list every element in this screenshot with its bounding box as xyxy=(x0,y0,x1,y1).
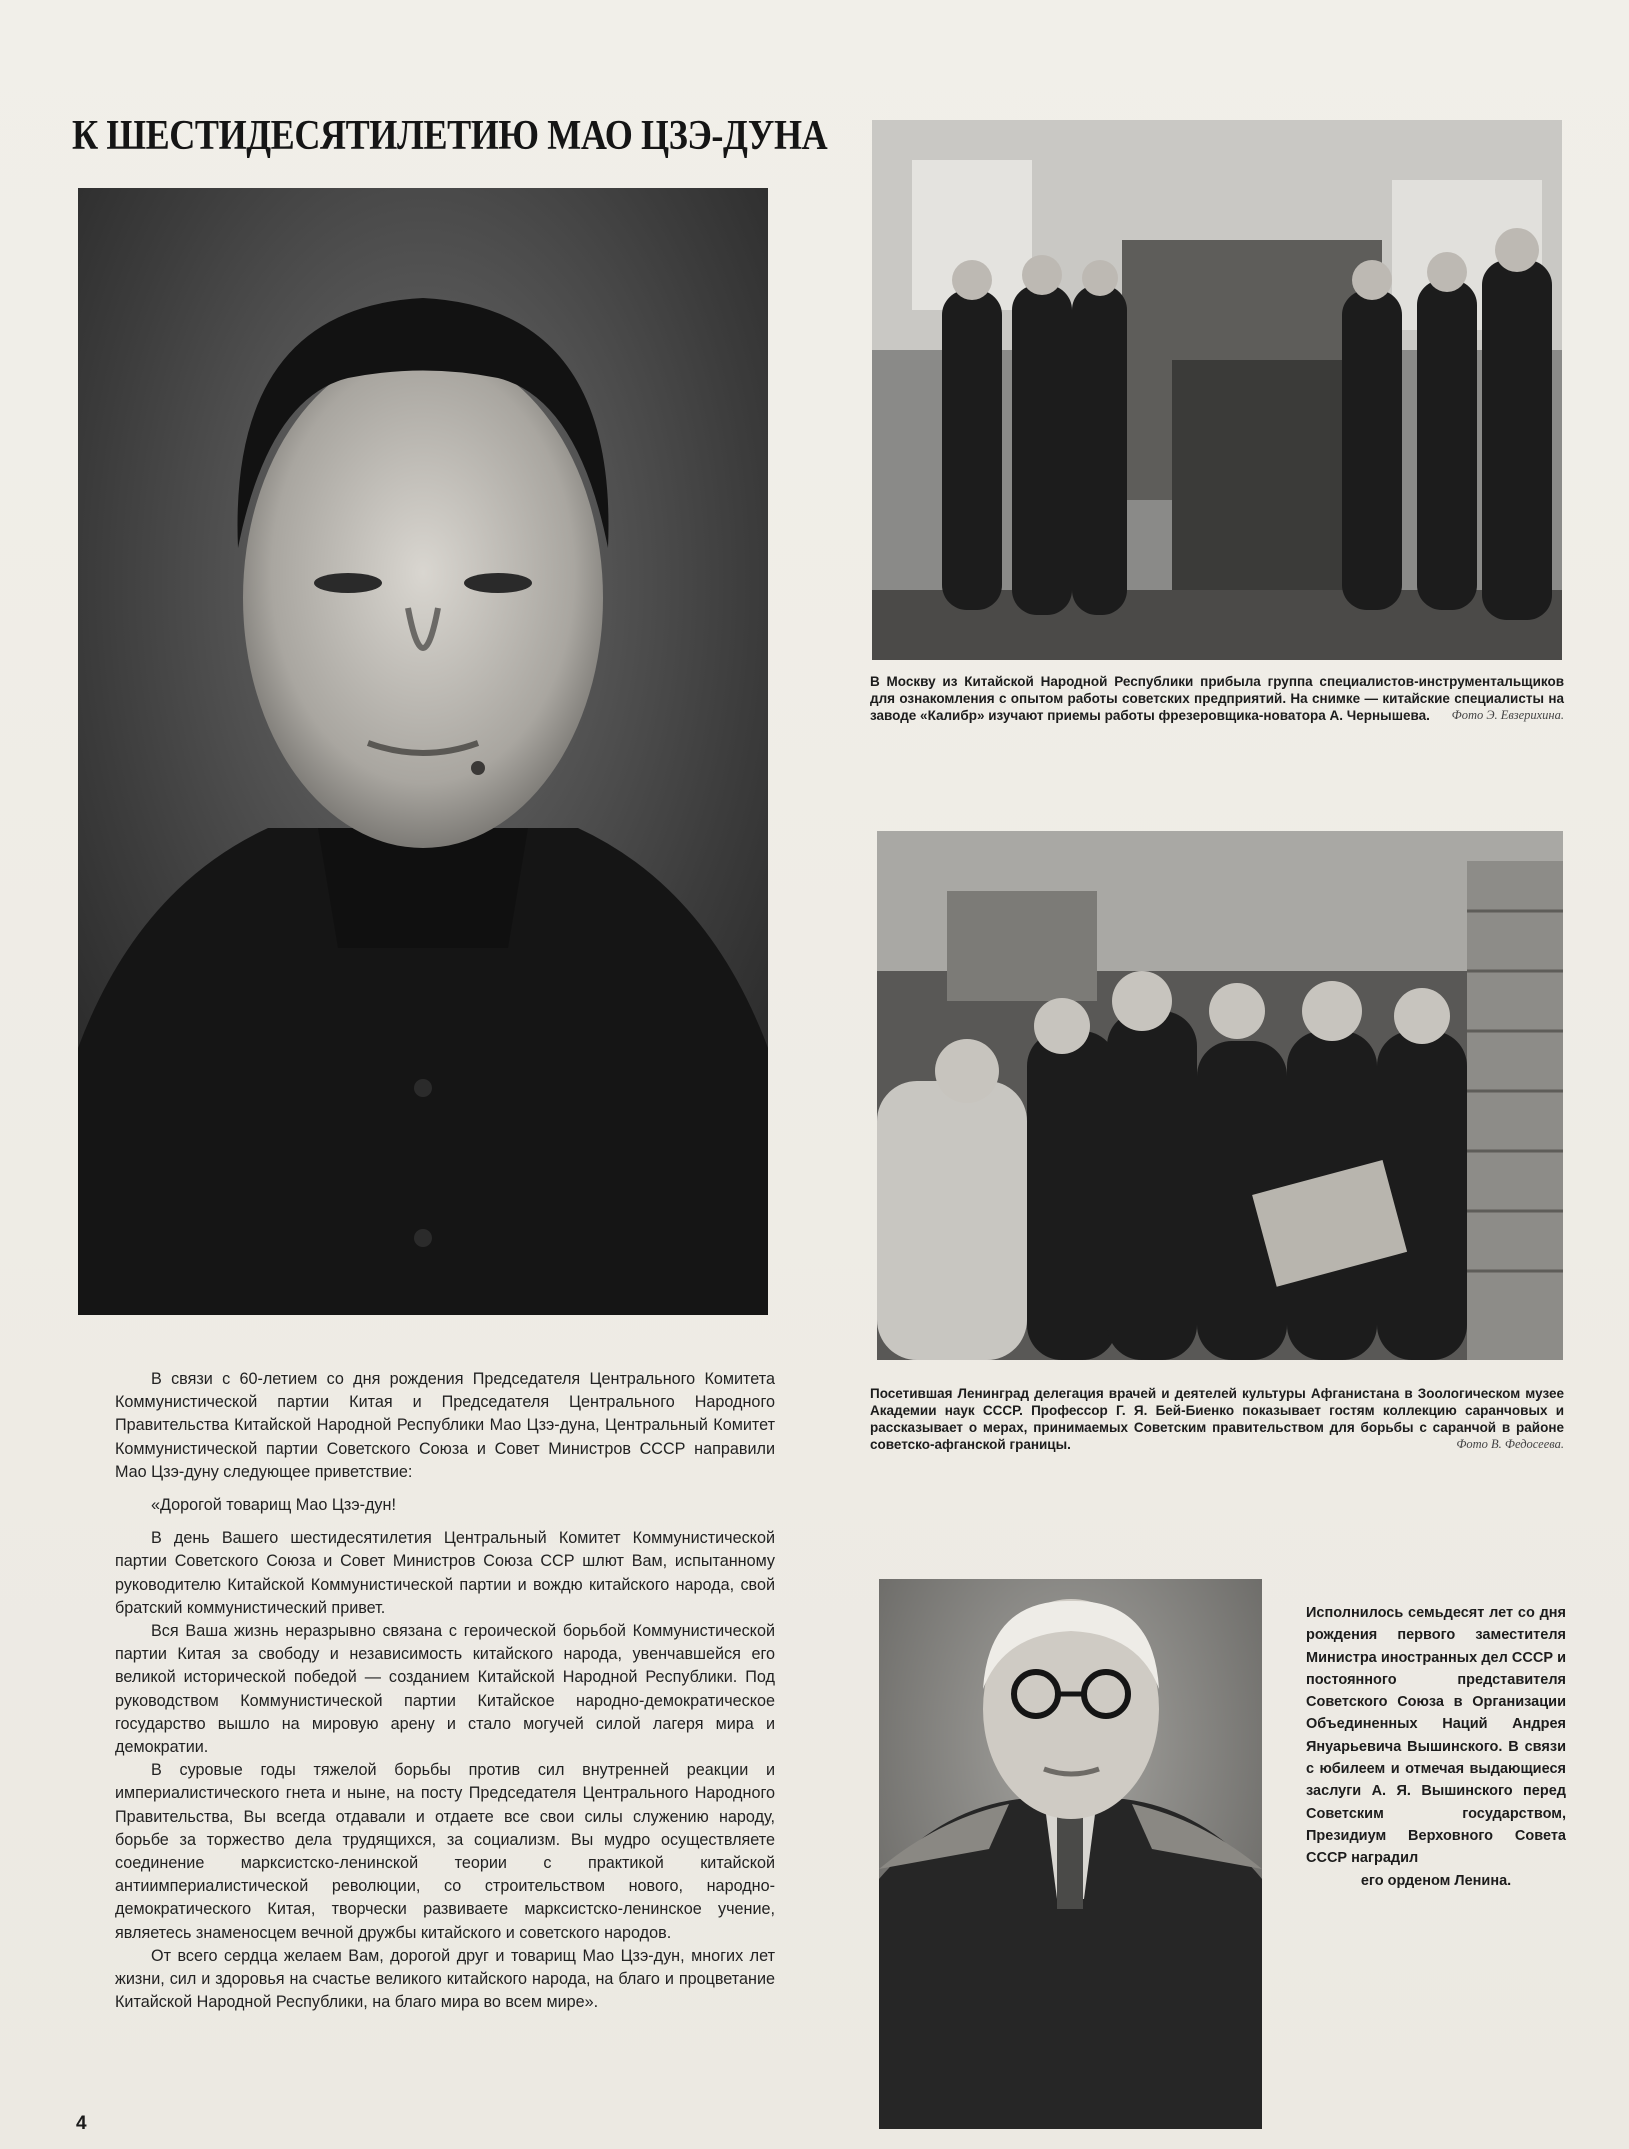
page-title: К ШЕСТИДЕСЯТИЛЕТИЮ МАО ЦЗЭ-ДУНА xyxy=(72,113,828,159)
factory-image xyxy=(872,120,1562,660)
vyshinsky-photo xyxy=(879,1579,1262,2129)
factory-caption xyxy=(870,673,1564,724)
sidebar-paragraph: Исполнилось семьдесят лет со дня рождения первого заместителя Министра иностранных дел СССР и постоянного представителя Советского Союза в Организации Объединенных Наций Андрея Януарьевича Вышинского. В связи с юбилеем и отмечая выдающиеся заслуги А. Я. Вышинского перед Советским государством, Президиум Верховного Совета СССР наградил xyxy=(1306,1605,1566,1867)
vyshinsky-sidebar-text xyxy=(1306,1602,1566,1892)
vyshinsky-image xyxy=(879,1579,1262,2129)
article-paragraph: В день Вашего шестидесятилетия Центральный Комитет Коммунистической партии Советского Союза и Совет Министров Союза ССР шлют Вам, испытанному руководителю Китайской Коммунистической партии и вождю китайского народа, свой братский коммунистический привет. xyxy=(115,1529,775,1617)
factory-caption-text: В Москву из Китайской Народной Республики прибыла группа специалистов-инструментальщиков для ознакомления с опытом работы советских предприятий. На снимке — китайские специалисты на заводе «Калибр» изучают приемы работы фрезеровщика-новатора А. Чернышева. xyxy=(870,674,1564,723)
article-paragraph: В связи с 60-летием со дня рождения Председателя Центрального Комитета Коммунистической партии Китая и Председателя Центрального Народного Правительства Китайской Народной Республики Мао Цзэ-дуна, Центральный Комитет Коммунистической партии Советского Союза и Совет Министров СССР направили Мао Цзэ-дуну следующее приветствие: xyxy=(115,1370,775,1481)
museum-photo-credit: Фото В. Федосеева. xyxy=(1456,1437,1564,1451)
article-paragraph: Вся Ваша жизнь неразрывно связана с героической борьбой Коммунистической партии Китая за свободу и независимость китайского народа, увенчавшейся его великой исторической победой — созданием Китайской Народной Республики. Под руководством Коммунистической партии Китайское народно-демократическое государство вышло на мировую арену и стало могучей силой лагеря мира и демократии. xyxy=(115,1622,775,1757)
sidebar-last-line: его орденом Ленина. xyxy=(1360,1872,1512,1889)
article-text xyxy=(115,1368,775,2014)
article-paragraph: «Дорогой товарищ Мао Цзэ-дун! xyxy=(151,1496,396,1515)
article-paragraph: В суровые годы тяжелой борьбы против сил внутренней реакции и империалистического гнета и ныне, на посту Председателя Центрального Народного Правительства, Вы всегда отдавали и отдаете все свои силы служению народу, борьбе за торжество дела трудящихся, за социализм. Вы мудро осуществляете соединение марксистско-ленинской теории с практикой китайской антиимпериалистической революции, со строительством нового, народно-демократического Китая, творчески развиваете марксистско-ленинское учение, являетесь знаменосцем вечной дружбы китайского и советского народов. xyxy=(115,1761,775,1942)
portrait-photo xyxy=(78,188,768,1315)
factory-photo-credit: Фото Э. Евзерихина. xyxy=(1451,708,1564,722)
museum-image xyxy=(877,831,1563,1360)
museum-caption xyxy=(870,1385,1564,1453)
museum-caption-text: Посетившая Ленинград делегация врачей и деятелей культуры Афганистана в Зоологическом музее Академии наук СССР. Профессор Г. Я. Бей-Биенко показывает гостям коллекцию саранчовых и рассказывает о мерах, принимаемых Советским правительством для борьбы с саранчой в районе советско-афганской границы. xyxy=(870,1386,1564,1452)
page-number: 4 xyxy=(76,2113,87,2134)
portrait-image xyxy=(78,188,768,1315)
factory-photo xyxy=(872,120,1562,660)
museum-photo xyxy=(877,831,1563,1360)
article-paragraph: От всего сердца желаем Вам, дорогой друг и товарищ Мао Цзэ-дун, многих лет жизни, сил и здоровья на счастье великого китайского народа, на благо и процветание Китайской Народной Республики, на благо мира во всем мире». xyxy=(115,1946,775,2012)
